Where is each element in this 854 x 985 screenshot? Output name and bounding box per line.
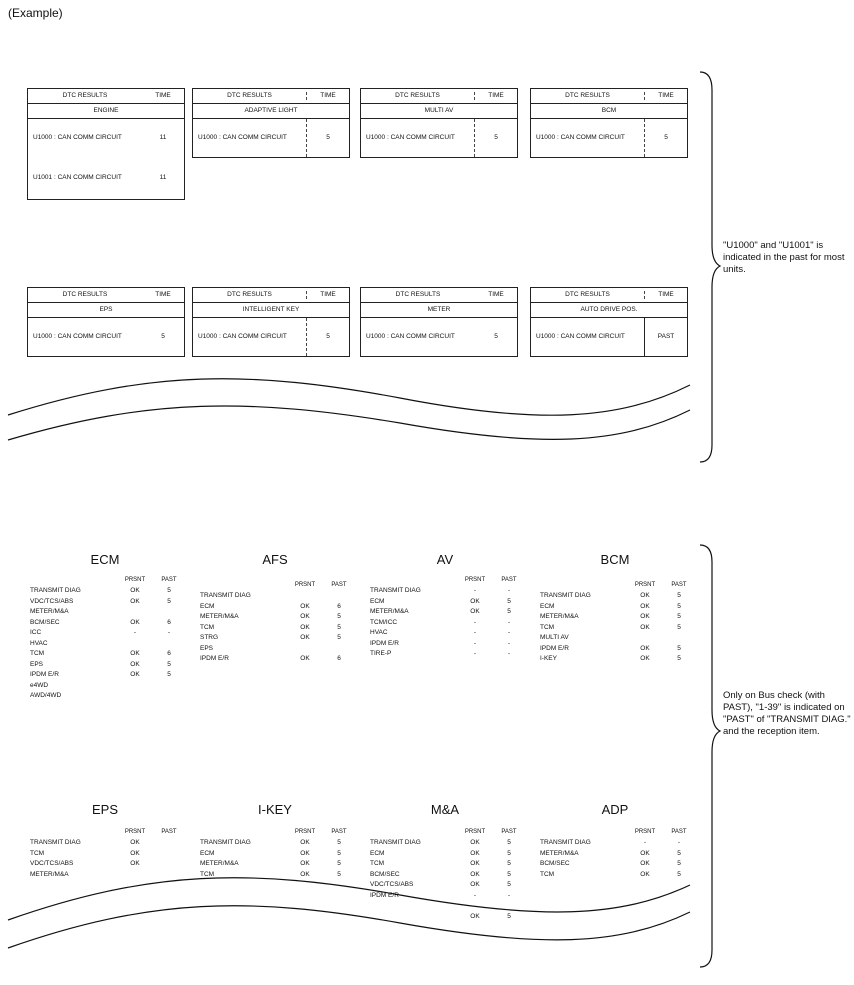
dtc-unit-name: EPS	[28, 303, 184, 318]
status-item: IPDM E/R	[540, 644, 569, 652]
col-present: PRSNT	[294, 829, 316, 836]
status-item: TCM	[30, 849, 45, 857]
status-item: TCM	[370, 860, 385, 868]
status-past: 5	[677, 870, 681, 878]
status-present: OK	[640, 613, 650, 621]
dtc-time: 11	[159, 173, 167, 181]
status-item: IPDM E/R	[30, 671, 59, 679]
status-present: OK	[470, 849, 480, 857]
status-present: OK	[640, 849, 650, 857]
status-item: TRANSMIT DIAG	[30, 587, 81, 595]
dtc-header-time: TIME	[155, 91, 171, 99]
status-past: 6	[167, 650, 171, 658]
status-past: 5	[507, 881, 511, 889]
dtc-header-time: TIME	[644, 291, 687, 299]
status-present: OK	[470, 860, 480, 868]
col-present: PRSNT	[634, 829, 656, 836]
status-past: 5	[337, 623, 341, 631]
status-item: TCM	[200, 870, 215, 878]
status-present: OK	[300, 613, 310, 621]
status-item: HVAC	[370, 629, 388, 637]
status-table-title: AFS	[262, 552, 288, 567]
status-table-title: M&A	[430, 802, 460, 817]
status-past: 5	[677, 655, 681, 663]
status-item: TCM/ICC	[370, 618, 398, 626]
status-item: EPS	[30, 660, 44, 668]
status-past: 5	[337, 634, 341, 642]
status-past: 5	[507, 597, 511, 605]
col-present: PRSNT	[634, 582, 656, 589]
dtc-unit-name: MULTI AV	[361, 104, 517, 119]
status-past: 5	[507, 860, 511, 868]
status-past: 5	[167, 587, 171, 595]
status-present: OK	[640, 644, 650, 652]
status-present: -	[133, 629, 137, 637]
status-item: TRANSMIT DIAG	[370, 587, 421, 595]
dtc-item: U1000 : CAN COMM CIRCUIT	[366, 332, 455, 340]
col-past: PAST	[501, 829, 517, 836]
status-present: OK	[300, 849, 310, 857]
status-item: TRANSMIT DIAG	[540, 839, 591, 847]
dtc-time: 5	[306, 119, 349, 157]
status-item: TCM	[200, 623, 215, 631]
status-present: OK	[130, 849, 140, 857]
status-item: METER/M&A	[540, 849, 579, 857]
status-past: 5	[507, 839, 511, 847]
status-item: BCM/SEC	[540, 860, 570, 868]
status-past: -	[507, 639, 511, 647]
status-present: OK	[130, 587, 140, 595]
status-item: BCM/SEC	[30, 618, 60, 626]
status-present: OK	[640, 623, 650, 631]
status-past: 5	[677, 592, 681, 600]
dtc-item: U1001 : CAN COMM CIRCUIT	[33, 173, 122, 181]
status-present: OK	[130, 860, 140, 868]
status-item: BCM/SEC	[370, 870, 400, 878]
dtc-unit-name: ENGINE	[28, 104, 184, 119]
dtc-item: U1000 : CAN COMM CIRCUIT	[536, 332, 625, 340]
col-present: PRSNT	[294, 582, 316, 589]
dtc-header-time: TIME	[644, 92, 687, 100]
dtc-time: 5	[474, 119, 517, 157]
status-present: OK	[300, 860, 310, 868]
dtc-header-time: TIME	[474, 92, 517, 100]
dtc-item: U1000 : CAN COMM CIRCUIT	[536, 133, 625, 141]
status-item: VDC/TCS/ABS	[370, 881, 414, 889]
dtc-header-results: DTC RESULTS	[565, 290, 610, 298]
status-item: TCM	[540, 870, 555, 878]
status-present: -	[473, 618, 477, 626]
status-past: 5	[337, 870, 341, 878]
break-line-top-1	[8, 379, 690, 415]
col-present: PRSNT	[464, 829, 486, 836]
status-item: ECM	[370, 849, 385, 857]
dtc-header-time: TIME	[155, 290, 171, 298]
status-present: OK	[130, 618, 140, 626]
status-table-title: ECM	[90, 552, 120, 567]
dtc-header-time: TIME	[306, 92, 349, 100]
col-past: PAST	[331, 582, 347, 589]
status-present: OK	[470, 608, 480, 616]
dtc-time: 5	[306, 318, 349, 356]
status-past: -	[507, 891, 511, 899]
status-past: 6	[337, 655, 341, 663]
dtc-item: U1000 : CAN COMM CIRCUIT	[33, 133, 122, 141]
status-item: TRANSMIT DIAG	[200, 592, 251, 600]
status-present: OK	[300, 602, 310, 610]
status-past: 5	[507, 870, 511, 878]
dtc-unit-name: INTELLIGENT KEY	[193, 303, 349, 318]
status-present: OK	[640, 860, 650, 868]
status-present: OK	[130, 597, 140, 605]
status-past: 5	[677, 613, 681, 621]
status-present: OK	[640, 655, 650, 663]
break-line-top-2	[8, 406, 690, 440]
status-present: -	[473, 650, 477, 658]
dtc-unit-name: AUTO DRIVE POS.	[531, 303, 687, 318]
status-item: TIRE-P	[370, 650, 392, 658]
dtc-header-time: TIME	[306, 291, 349, 299]
status-present: OK	[130, 671, 140, 679]
status-present: OK	[640, 592, 650, 600]
brace-top	[700, 72, 720, 462]
break-line-bottom-2	[8, 906, 690, 948]
status-past: 5	[337, 613, 341, 621]
dtc-header-results: DTC RESULTS	[565, 91, 610, 99]
status-past: 5	[337, 860, 341, 868]
status-past: -	[167, 629, 171, 637]
status-present: OK	[300, 839, 310, 847]
dtc-header-results: DTC RESULTS	[395, 91, 440, 99]
status-item: ECM	[540, 602, 555, 610]
col-past: PAST	[671, 829, 687, 836]
dtc-unit-name: METER	[361, 303, 517, 318]
status-past: 5	[507, 849, 511, 857]
status-item: METER/M&A	[200, 860, 239, 868]
status-past: -	[507, 587, 511, 595]
dtc-time: 5	[494, 332, 498, 340]
status-past: -	[507, 618, 511, 626]
col-past: PAST	[331, 829, 347, 836]
status-present: -	[473, 629, 477, 637]
status-item: e4WD	[30, 681, 49, 689]
dtc-header-results: DTC RESULTS	[62, 290, 108, 298]
status-table-title: BCM	[600, 552, 630, 567]
status-item: VDC/TCS/ABS	[30, 597, 74, 605]
status-present: OK	[470, 839, 480, 847]
dtc-unit-name: BCM	[531, 104, 687, 119]
brace-bottom	[700, 545, 720, 967]
note-bus-check: Only on Bus check (with PAST), "1-39" is indicated on "PAST" of "TRANSMIT DIAG." and the reception item.	[723, 690, 851, 737]
status-present: OK	[300, 634, 310, 642]
dtc-item: U1000 : CAN COMM CIRCUIT	[198, 332, 287, 340]
dtc-time: 5	[644, 119, 687, 157]
status-present: OK	[470, 912, 480, 920]
dtc-header-time: TIME	[488, 290, 504, 298]
status-item: ECM	[370, 597, 385, 605]
status-item: IPDM E/R	[370, 891, 399, 899]
status-item: TRANSMIT DIAG	[200, 839, 251, 847]
status-past: 5	[337, 839, 341, 847]
status-item: HVAC	[30, 639, 48, 647]
status-item: METER/M&A	[200, 613, 239, 621]
col-present: PRSNT	[464, 577, 486, 584]
dtc-item: U1000 : CAN COMM CIRCUIT	[198, 133, 287, 141]
status-item: IPDM E/R	[370, 639, 399, 647]
dtc-item: U1000 : CAN COMM CIRCUIT	[33, 332, 122, 340]
status-past: 5	[507, 912, 511, 920]
status-item: TCM	[30, 650, 45, 658]
break-line-bottom-1	[8, 878, 690, 920]
dtc-time: PAST	[644, 318, 687, 356]
col-past: PAST	[161, 577, 177, 584]
status-present: OK	[640, 870, 650, 878]
status-item: METER/M&A	[30, 608, 69, 616]
status-past: 5	[677, 860, 681, 868]
status-present: OK	[300, 870, 310, 878]
dtc-header-results: DTC RESULTS	[62, 91, 108, 99]
status-item: I-KEY	[540, 655, 557, 663]
status-item: TRANSMIT DIAG	[540, 592, 591, 600]
note-past-indication: "U1000" and "U1001" is indicated in the past for most units.	[723, 240, 845, 275]
status-past: 5	[167, 597, 171, 605]
status-present: -	[473, 639, 477, 647]
col-past: PAST	[501, 577, 517, 584]
status-table-title: ADP	[601, 802, 629, 817]
col-past: PAST	[161, 829, 177, 836]
status-present: OK	[130, 839, 140, 847]
dtc-time: 5	[161, 332, 165, 340]
status-past: 5	[507, 608, 511, 616]
status-past: 5	[677, 623, 681, 631]
status-present: -	[473, 587, 477, 595]
status-item: MULTI AV	[540, 634, 569, 642]
status-present: OK	[300, 623, 310, 631]
status-item: ECM	[200, 602, 215, 610]
status-past: -	[677, 839, 681, 847]
status-past: -	[507, 629, 511, 637]
status-item: VDC/TCS/ABS	[30, 860, 74, 868]
status-item: TCM	[540, 623, 555, 631]
status-past: 5	[677, 644, 681, 652]
col-present: PRSNT	[124, 829, 146, 836]
status-past: 5	[677, 849, 681, 857]
status-item: METER/M&A	[540, 613, 579, 621]
status-item: TRANSMIT DIAG	[370, 839, 421, 847]
status-item: AWD/4WD	[30, 692, 62, 700]
example-label: (Example)	[8, 6, 63, 20]
status-item: METER/M&A	[30, 870, 69, 878]
status-present: -	[473, 891, 477, 899]
status-item: ICC	[30, 629, 42, 637]
status-past: 5	[167, 671, 171, 679]
status-item: IPDM E/R	[200, 655, 229, 663]
status-table-title: AV	[436, 552, 454, 567]
status-past: 6	[167, 618, 171, 626]
status-present: OK	[470, 597, 480, 605]
status-past: 6	[337, 602, 341, 610]
status-present: OK	[130, 660, 140, 668]
status-present: OK	[640, 602, 650, 610]
status-item: STRG	[200, 634, 219, 642]
status-present: OK	[470, 881, 480, 889]
col-past: PAST	[671, 582, 687, 589]
dtc-header-results: DTC RESULTS	[227, 91, 272, 99]
status-past: 5	[677, 602, 681, 610]
col-present: PRSNT	[124, 577, 146, 584]
dtc-item: U1000 : CAN COMM CIRCUIT	[366, 133, 455, 141]
status-item: METER/M&A	[370, 608, 409, 616]
status-present: -	[643, 839, 647, 847]
dtc-unit-name: ADAPTIVE LIGHT	[193, 104, 349, 119]
status-item: EPS	[200, 644, 214, 652]
status-present: OK	[130, 650, 140, 658]
status-past: 5	[337, 849, 341, 857]
status-past: -	[507, 650, 511, 658]
dtc-header-results: DTC RESULTS	[395, 290, 441, 298]
dtc-time: 11	[159, 133, 167, 141]
status-past: 5	[167, 660, 171, 668]
status-table-title: I-KEY	[258, 802, 292, 817]
status-present: OK	[470, 870, 480, 878]
status-item: TRANSMIT DIAG	[30, 839, 81, 847]
status-table-title: EPS	[91, 802, 118, 817]
dtc-header-results: DTC RESULTS	[227, 290, 272, 298]
status-present: OK	[300, 655, 310, 663]
status-item: ECM	[200, 849, 215, 857]
